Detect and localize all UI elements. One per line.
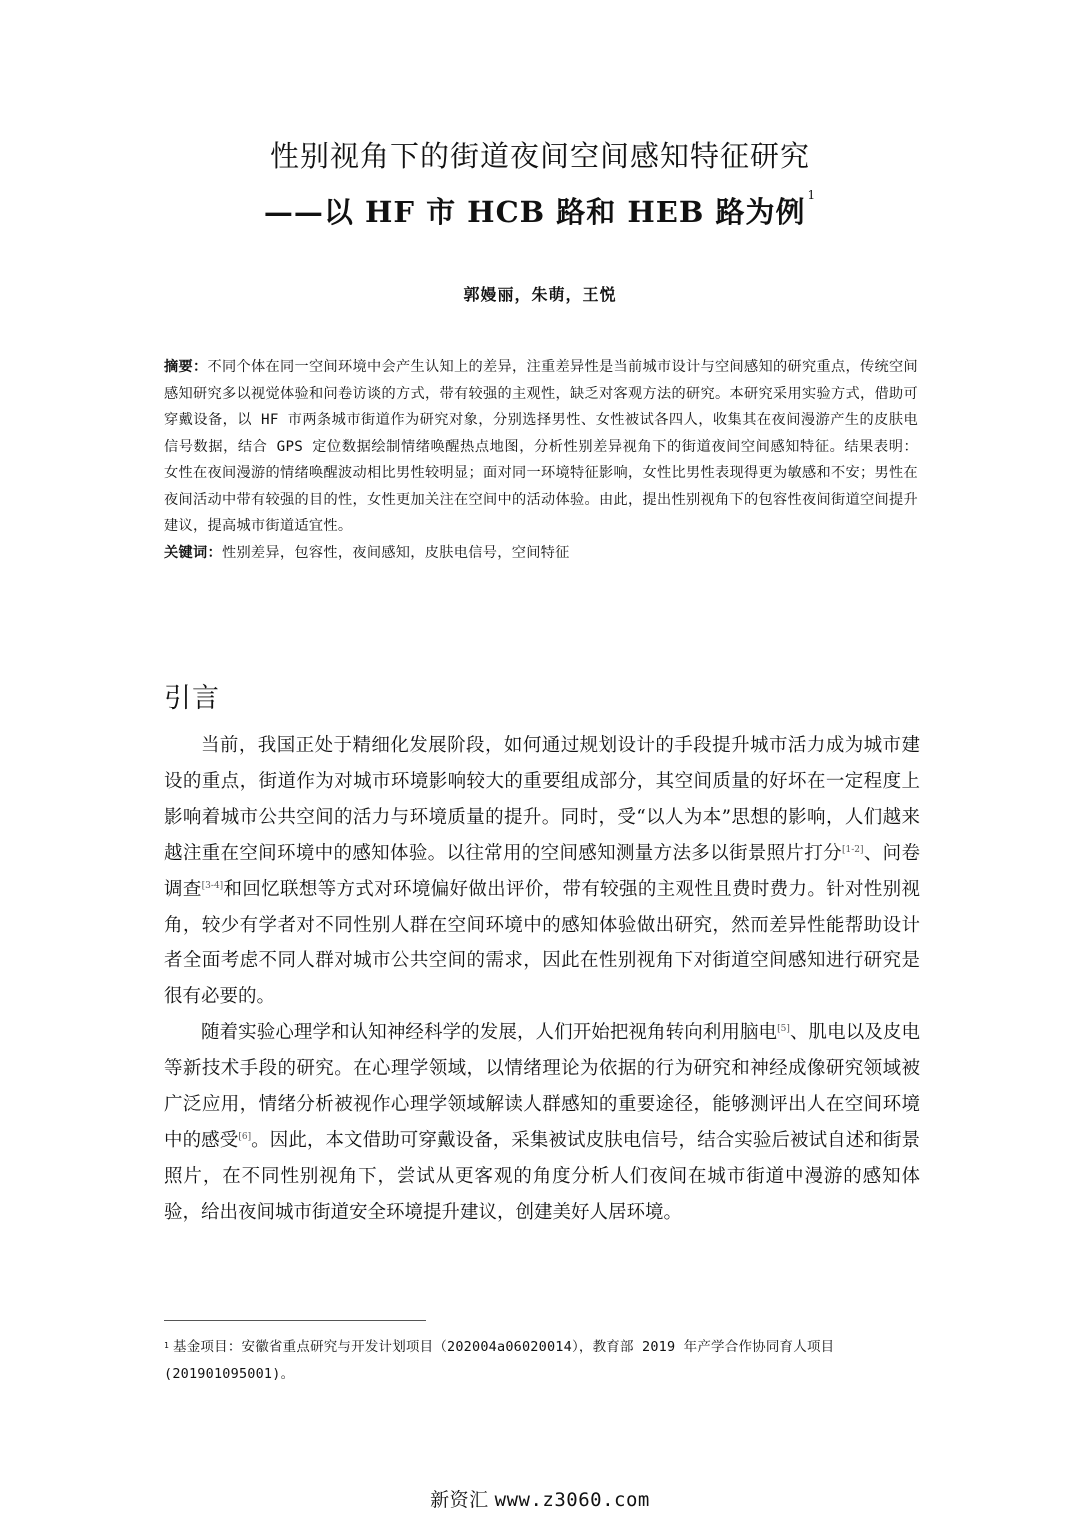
keywords-paragraph (164, 540, 918, 567)
abstract-text: 不同个体在同一空间环境中会产生认知上的差异，注重差异性是当前城市设计与空间感知的研究重点，传统空间感知研究多以视觉体验和问卷访谈的方式，带有较强的主观性，缺乏对客观方法的研究。本研究采用实验方式，借助可穿戴设备，以 HF 市两条城市街道作为研究对象，分别选择男性、女性被试各四人，收集其在夜间漫游产生的皮肤电信号数据，结合 GPS 定位数据绘制情绪唤醒热点地图，分析性别差异视角下的街道夜间空间感知特征。结果表明：女性在夜间漫游的情绪唤醒波动相比男性较明显；面对同一环境特征影响，女性比男性表现得更为敏感和不安；男性在夜间活动中带有较强的目的性，女性更加关注在空间中的活动体验。由此，提出性别视角下的包容性夜间街道空间提升建议，提高城市街道适宜性。 (164, 359, 919, 534)
intro-p1-text-b: 、问卷调查 (164, 842, 920, 900)
paper-subtitle (0, 190, 1080, 231)
intro-p1-text-a: 当前，我国正处于精细化发展阶段，如何通过规划设计的手段提升城市活力成为城市建设的重点，街道作为对城市环境影响较大的重要组成部分，其空间质量的好坏在一定程度上影响着城市公共空间的活力与环境质量的提升。同时，受“以人为本”思想的影响，人们越来越注重在空间环境中的感知体验。以往常用的空间感知测量方法多以街景照片打分 (164, 735, 920, 864)
paper-title (0, 134, 1080, 175)
keywords-label: 关键词： (164, 544, 222, 561)
paper-title-text: 性别视角下的街道夜间空间感知特征研究 (269, 139, 810, 173)
author-list: 郭嫚丽，朱萌，王悦 (463, 285, 617, 304)
abstract-block (164, 354, 918, 566)
intro-p2-text-c: 。因此，本文借助可穿戴设备，采集被试皮肤电信号，结合实验后被试自述和街景照片，在不同性别视角下，尝试从更客观的角度分析人们夜间在城市街道中漫游的感知体验，给出夜间城市街道安全环境提升建议，创建美好人居环境。 (164, 1129, 920, 1223)
abstract-paragraph (164, 354, 918, 540)
watermark (0, 1485, 1080, 1512)
subtitle-footnote-mark: 1 (807, 188, 817, 202)
intro-p2-text-b: 、肌电以及皮电等新技术手段的研究。在心理学领域，以情绪理论为依据的行为研究和神经成像研究领域被广泛应用，情绪分析被视作心理学领域解读人群感知的重要途径，能够测评出人在空间环境中的感受 (164, 1022, 920, 1151)
section-heading-intro: 引言 (164, 683, 220, 714)
intro-paragraph-1 (164, 728, 920, 1015)
footnote (164, 1334, 920, 1388)
citation-ref: [3-4] (201, 880, 224, 891)
citation-ref: [6] (238, 1131, 252, 1142)
citation-ref: [1-2] (841, 844, 864, 855)
abstract-label: 摘要： (164, 359, 208, 375)
intro-body (164, 728, 920, 1231)
footnote-mark: 1 (164, 1341, 170, 1350)
intro-p1-text-c: 和回忆联想等方式对环境偏好做出评价，带有较强的主观性且费时费力。针对性别视角，较少有学者对不同性别人群在空间环境中的感知体验做出研究，然而差异性能帮助设计者全面考虑不同人群对城市公共空间的需求，因此在性别视角下对街道空间感知进行研究是很有必要的。 (164, 878, 920, 1008)
intro-paragraph-2 (164, 1015, 920, 1230)
watermark-site-name: 新资汇 (430, 1489, 489, 1511)
watermark-url: www.z3060.com (494, 1489, 650, 1511)
footnote-divider (164, 1320, 426, 1321)
paper-subtitle-text: ——以 HF 市 HCB 路和 HEB 路为例 (263, 195, 806, 229)
keywords-text: 性别差异，包容性，夜间感知，皮肤电信号，空间特征 (221, 544, 570, 561)
footnote-text: 基金项目：安徽省重点研究与开发计划项目（202004a06020014），教育部 2019 年产学合作协同育人项目(201901095001)。 (164, 1339, 835, 1382)
citation-ref: [5] (777, 1024, 790, 1035)
intro-p2-text-a: 随着实验心理学和认知神经科学的发展，人们开始把视角转向利用脑电 (201, 1022, 778, 1044)
